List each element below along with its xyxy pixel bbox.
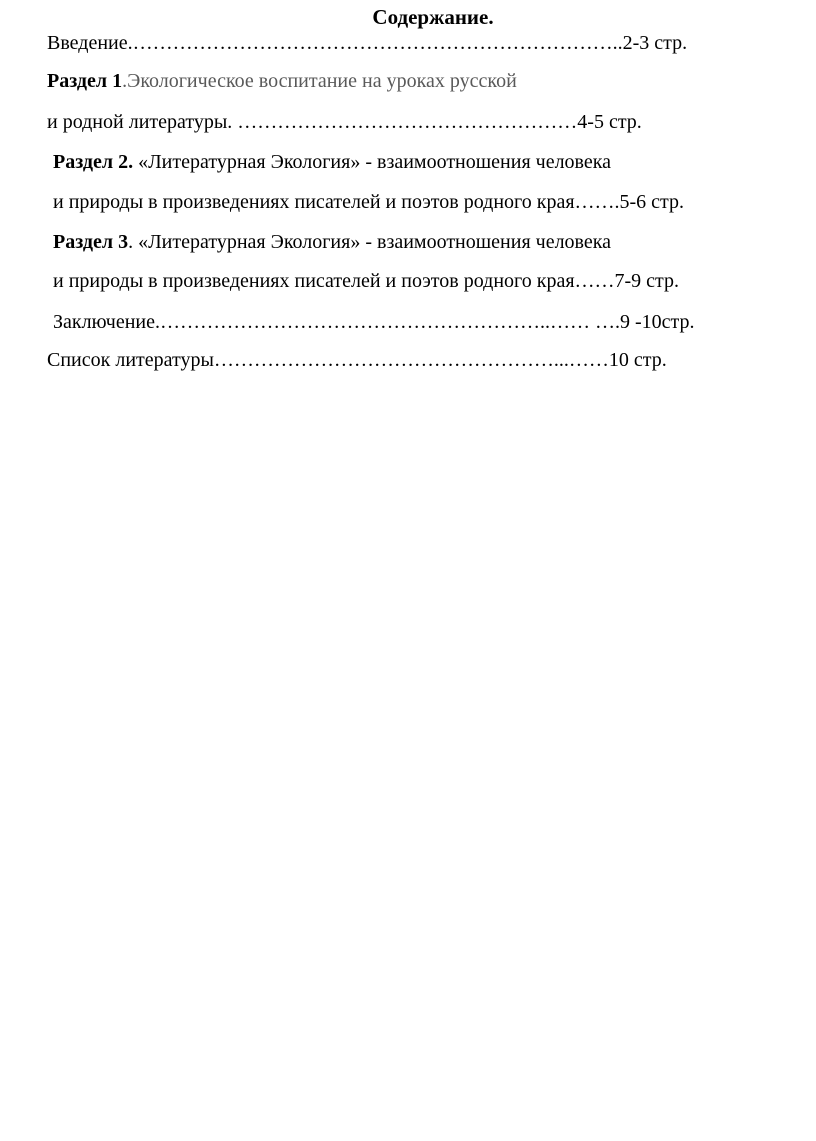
section-1-label: Раздел 1 (47, 70, 123, 92)
toc-entry-section-1 (47, 68, 517, 94)
toc-entry-references: Список литературы……………………………………………...……10 стр. (47, 349, 667, 371)
section-2-label: Раздел 2. (53, 151, 134, 173)
toc-entry-section-3-continuation: и природы в произведениях писателей и поэтов родного края……7-9 стр. (53, 270, 680, 292)
toc-entry-section-2 (53, 149, 611, 175)
toc-entry-section-3 (53, 229, 611, 255)
toc-entry-intro: Введение.………………………………………………………………..2-3 стр. (47, 32, 688, 54)
toc-entry-conclusion: Заключение.…………………………………………………..…… ….9 -10стр. (53, 311, 695, 333)
section-3-label: Раздел 3 (53, 231, 129, 253)
page-title: Содержание. (372, 5, 494, 29)
section-3-title: . «Литературная Экология» - взаимоотношения человека (128, 231, 612, 253)
toc-entry-section-2-continuation: и природы в произведениях писателей и поэтов родного края…….5-6 стр. (53, 191, 685, 213)
section-2-title: «Литературная Экология» - взаимоотношения человека (133, 151, 612, 173)
section-1-title: .Экологическое воспитание на уроках русской (122, 70, 517, 92)
toc-entry-section-1-continuation: и родной литературы. ……………………………………………4-5 стр. (47, 111, 642, 133)
